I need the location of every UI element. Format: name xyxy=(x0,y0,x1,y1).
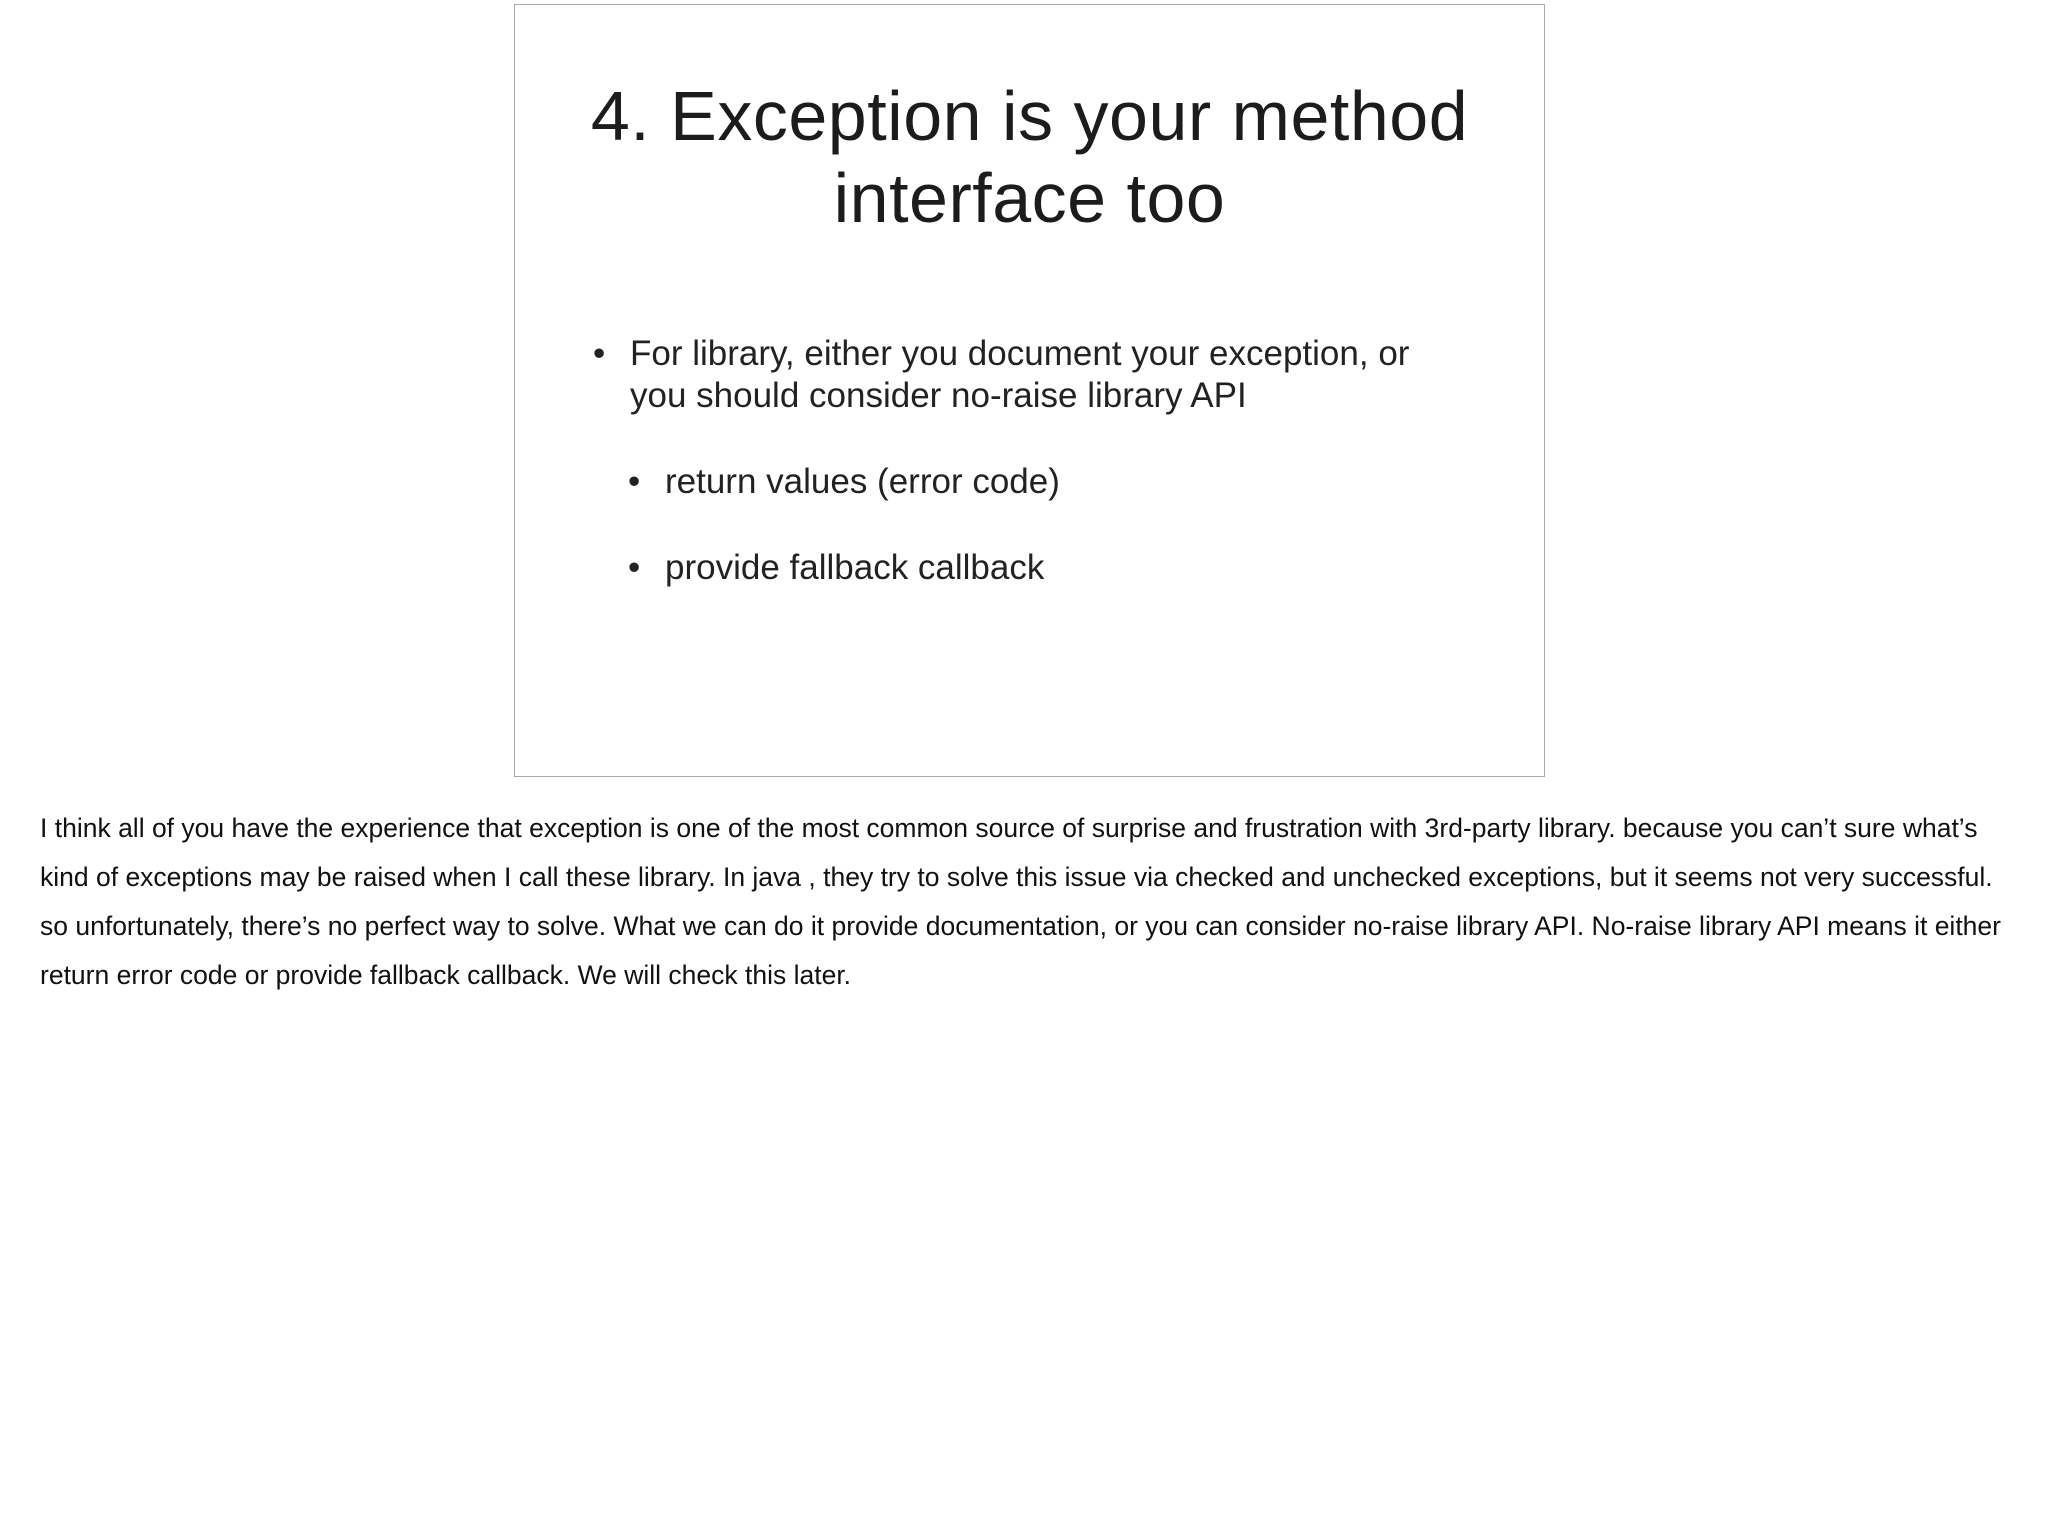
slide-title xyxy=(555,75,1504,239)
bullet-dot-icon: • xyxy=(628,548,641,587)
slide-bullet-list xyxy=(593,333,1493,633)
bullet-dot-icon: • xyxy=(628,462,641,501)
bullet-item xyxy=(593,333,1470,417)
bullet-text: For library, either you document your exception, or you should consider no-raise library API xyxy=(630,334,1410,415)
bullet-dot-icon: • xyxy=(593,334,606,373)
sub-bullet-item xyxy=(628,547,1493,589)
sub-bullet-item xyxy=(628,461,1493,503)
bullet-text: provide fallback callback xyxy=(665,548,1045,587)
slide-title-line-2: interface too xyxy=(833,159,1226,237)
bullet-text: return values (error code) xyxy=(665,462,1060,501)
slide-frame xyxy=(514,4,1545,777)
speaker-notes: I think all of you have the experience that exception is one of the most common source of surprise and frustration with 3rd-party library. because you can’t sure what’s kind of exceptions may be raised when I call these library. In java , they try to solve this issue via checked and unchecked exceptions, but it seems not very successful. so unfortunately, there’s no perfect way to solve. What we can do it provide documentation, or you can consider no-raise library API. No-raise library API means it either return error code or provide fallback callback. We will check this later. xyxy=(40,813,2001,990)
slide-title-line-1: 4. Exception is your method xyxy=(590,77,1469,155)
